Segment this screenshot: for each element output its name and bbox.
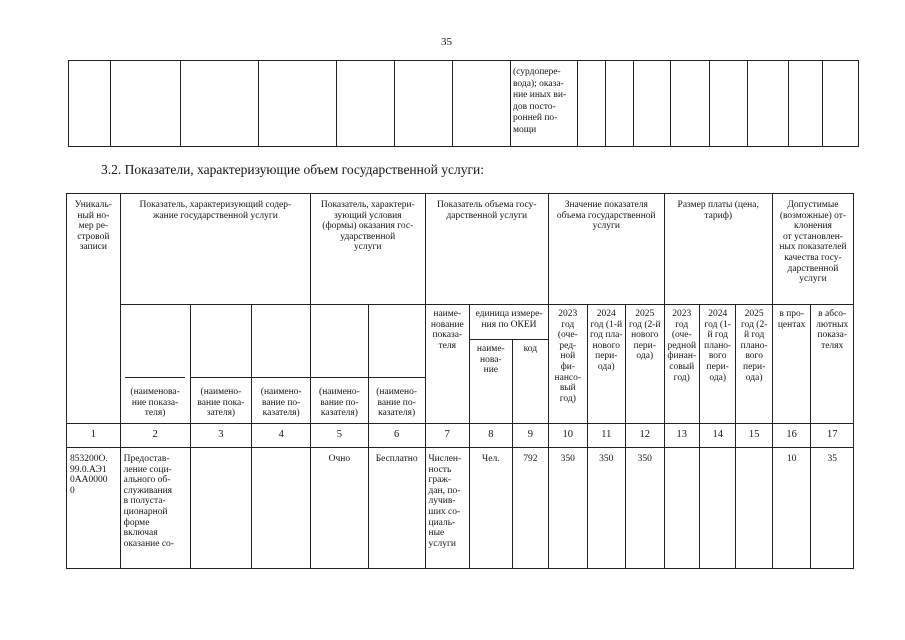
fragment-cell xyxy=(748,61,789,147)
header-fee-2025: 2025 год (2- й год плано- вого пери- ода) xyxy=(736,305,772,424)
cell-indicator: Числен- ность граж- дан, по- лучив- ших со- циаль- ные услуги xyxy=(425,448,470,569)
header-value-group: Значение показателя объема государственной услуги xyxy=(549,194,664,305)
cell-value-2023: 350 xyxy=(549,448,587,569)
column-number: 6 xyxy=(368,424,425,448)
header-unit-name: наиме- нова- ние xyxy=(470,340,513,424)
cell-empty xyxy=(736,448,772,569)
header-name-c3: (наимено- вание пока- зателя) xyxy=(190,305,252,424)
fragment-cell xyxy=(111,61,181,147)
column-number: 1 xyxy=(67,424,121,448)
column-number: 10 xyxy=(549,424,587,448)
fragment-cell xyxy=(69,61,111,147)
header-volume-group: Показатель объема госу- дарственной услуги xyxy=(425,194,549,305)
fragment-cell xyxy=(395,61,453,147)
header-deviation-group: Допустимые (возможные) от- клонения от установлен- ных показателей качества госу- дарственной услуги xyxy=(772,194,853,305)
header-indicator-name: наиме- нование показа- теля xyxy=(425,305,470,424)
previous-table-fragment xyxy=(68,60,859,147)
cell-content: Предостав- ление соци- ального об- служивания в полуста- ционарной форме включая оказание со- xyxy=(120,448,190,569)
header-content-group: Показатель, характеризующий содер- жание государственной услуги xyxy=(120,194,310,305)
cell-value-2024: 350 xyxy=(587,448,625,569)
header-fee-2024: 2024 год (1- й год плано- вого пери- ода) xyxy=(699,305,735,424)
cell-empty xyxy=(252,448,311,569)
fragment-cell xyxy=(789,61,823,147)
header-name-c6: (наимено- вание по- казателя) xyxy=(368,305,425,424)
fragment-cell xyxy=(259,61,337,147)
cell-unit-code: 792 xyxy=(512,448,548,569)
cell-empty xyxy=(664,448,699,569)
fragment-cell xyxy=(710,61,748,147)
header-name-c4: (наимено- вание по- казателя) xyxy=(252,305,311,424)
header-year-2023: 2023 год (оче- ред- ной фи- нансо- вый год) xyxy=(549,305,587,424)
cell-condition-1: Очно xyxy=(311,448,369,569)
header-fee-group: Размер платы (цена, тариф) xyxy=(664,194,772,305)
page-number: 35 xyxy=(441,36,452,48)
fragment-cell xyxy=(634,61,671,147)
cell-deviation-percent: 10 xyxy=(772,448,810,569)
fragment-cell xyxy=(606,61,634,147)
header-conditions-group: Показатель, характери- зующий условия (формы) оказания гос- ударственной услуги xyxy=(311,194,425,305)
cell-empty xyxy=(699,448,735,569)
header-year-2024: 2024 год (1-й год пла- нового пери- ода) xyxy=(587,305,625,424)
fragment-cell xyxy=(453,61,511,147)
column-number: 8 xyxy=(470,424,513,448)
fragment-cell xyxy=(181,61,259,147)
header-fee-2023: 2023 год (оче- редной финан- совый год) xyxy=(664,305,699,424)
header-in-absolute: в абсо- лютных показа- телях xyxy=(811,305,854,424)
fragment-text-cell: (сурдопере- вода); оказа- ние иных ви- дов посто- ронней по- мощи xyxy=(511,61,578,147)
column-number: 7 xyxy=(425,424,470,448)
column-number: 17 xyxy=(811,424,854,448)
column-number: 3 xyxy=(190,424,252,448)
column-number: 4 xyxy=(252,424,311,448)
header-in-percent: в про- центах xyxy=(772,305,810,424)
table-row xyxy=(67,448,854,569)
column-number: 12 xyxy=(626,424,665,448)
header-name-c5: (наимено- вание по- казателя) xyxy=(311,305,369,424)
header-unique-number: Уникаль- ный но- мер ре- стровой записи xyxy=(67,194,121,424)
column-number: 16 xyxy=(772,424,810,448)
column-number: 9 xyxy=(512,424,548,448)
cell-unit: Чел. xyxy=(470,448,513,569)
column-number: 15 xyxy=(736,424,772,448)
cell-empty xyxy=(190,448,252,569)
section-heading: 3.2. Показатели, характеризующие объем государственной услуги: xyxy=(101,162,484,177)
fragment-cell xyxy=(578,61,606,147)
fragment-cell xyxy=(823,61,859,147)
column-number: 2 xyxy=(120,424,190,448)
cell-registry-number: 853200О. 99.0.АЭ1 0АА0000 0 xyxy=(67,448,121,569)
column-number: 14 xyxy=(699,424,735,448)
cell-condition-2: Бесплатно xyxy=(368,448,425,569)
header-year-2025: 2025 год (2-й нового пери- ода) xyxy=(626,305,665,424)
column-number: 11 xyxy=(587,424,625,448)
column-number: 13 xyxy=(664,424,699,448)
cell-value-2025: 350 xyxy=(626,448,665,569)
fragment-cell xyxy=(337,61,395,147)
fragment-cell xyxy=(671,61,710,147)
header-unit-okei: единица измере- ния по ОКЕИ xyxy=(470,305,549,340)
cell-deviation-absolute: 35 xyxy=(811,448,854,569)
column-number: 5 xyxy=(311,424,369,448)
header-name-c2: (наименова- ние показа- теля) xyxy=(120,305,190,424)
volume-indicators-table xyxy=(66,193,854,569)
header-unit-code: код xyxy=(512,340,548,424)
